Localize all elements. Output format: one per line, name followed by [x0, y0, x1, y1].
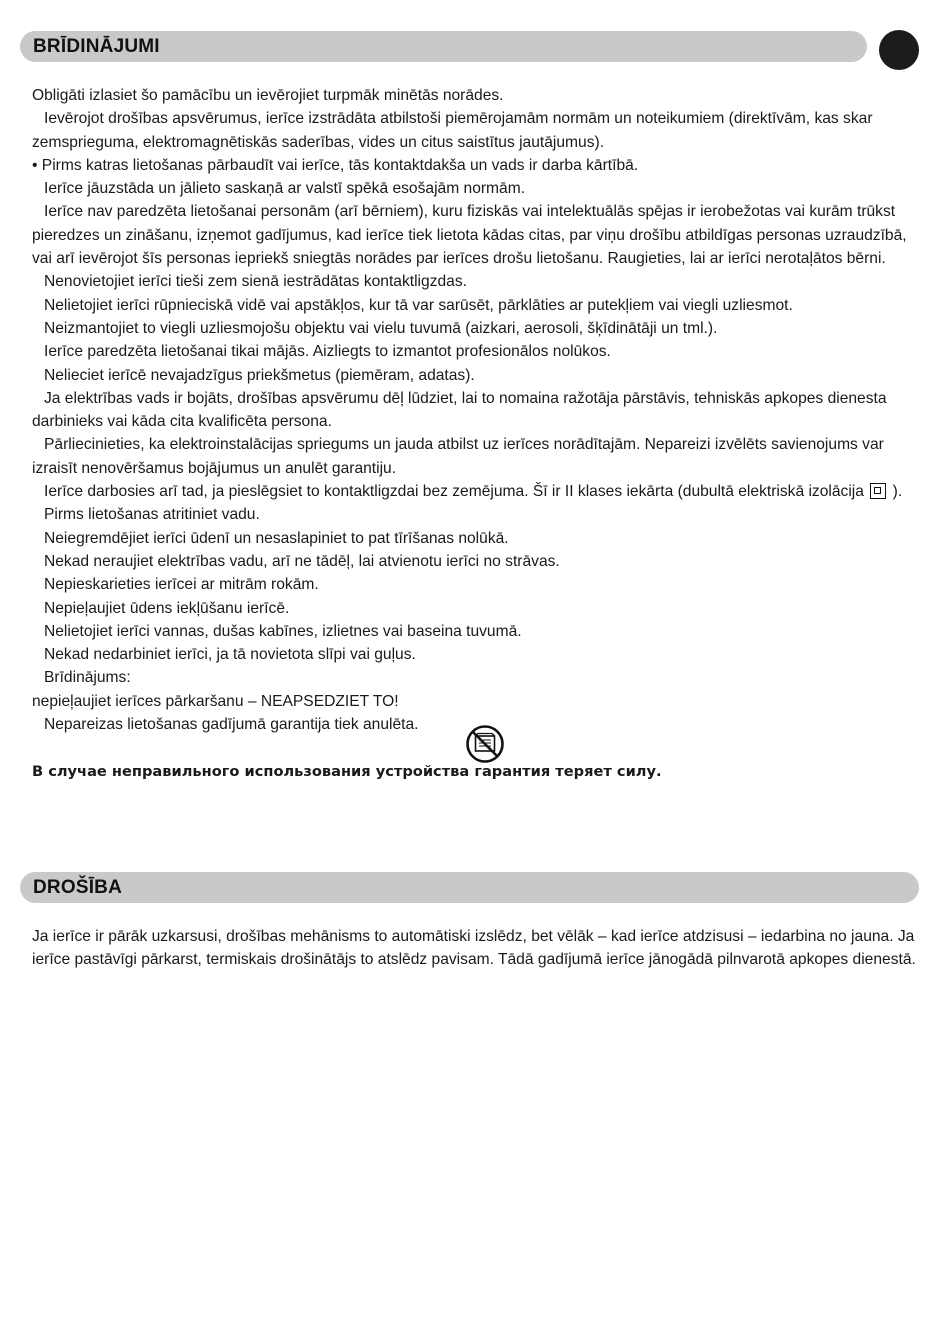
warning-line: Nelietojiet ierīci rūpnieciskā vidē vai apstākļos, kur tā var sarūsēt, pārklāties ar putekļiem vai viegli uzliesmot. [44, 296, 793, 314]
warranty-note-russian: В случае неправильного использования устройства гарантия теряет силу. [32, 762, 662, 780]
warning-line: Ierīce nav paredzēta lietošanai personām (arī bērniem), kuru fiziskās vai intelektuālās spējas ir ierobežotas vai kurām trūkst pieredzes un zināšanu, izņemot gadījumus, kad ierīce tiek lietota kādas citas, par viņu drošību atbildīgas personas uzraudzībā, vai arī ievērojot šīs personas iepriekš sniegtās norādes par ierīces drošu lietošanu. Raugieties, lai ar ierīci nerotaļātos bērni. [32, 203, 907, 268]
warning-line: Nelieciet ierīcē nevajadzīgus priekšmetus (piemēram, adatas). [44, 366, 475, 384]
warning-line: Pārliecinieties, ka elektroinstalācijas spriegums un jauda atbilst uz ierīces norādītajām. Nepareizi izvēlēts savienojums var izraisīt nenovēršamus bojājumus un anulēt garantiju. [32, 436, 884, 477]
warning-line: Nekad nedarbiniet ierīci, ja tā novietota slīpi vai guļus. [44, 646, 416, 664]
warning-label: Brīdinājums: [44, 669, 131, 687]
page-marker-dot [879, 30, 919, 70]
warning-line: Nenovietojiet ierīci tieši zem sienā iestrādātas kontaktligzdas. [44, 273, 467, 291]
safety-title: DROŠĪBA [33, 877, 123, 898]
warnings-body [32, 84, 920, 783]
warning-line: Nelietojiet ierīci vannas, dušas kabīnes, izlietnes vai baseina tuvumā. [44, 622, 522, 640]
warnings-title: BRĪDINĀJUMI [33, 36, 160, 57]
class-ii-text-end: ). [892, 483, 903, 501]
warning-line-class-ii [32, 480, 920, 503]
warning-line: Nepieskarieties ierīcei ar mitrām rokām. [44, 576, 319, 594]
do-not-cover-icon [465, 724, 505, 764]
warning-line: Ievērojot drošības apsvērumus, ierīce izstrādāta atbilstoši piemērojamām normām un noteikumiem (direktīvām, kas skar zemsprieguma, elektromagnētiskās saderības, vides un citus saistītus jautājumus). [32, 110, 873, 151]
warning-line: Neizmantojiet to viegli uzliesmojošu objektu vai vielu tuvumā (aizkari, aerosoli, šķīdinātāji un tml.). [44, 319, 718, 337]
warning-line: Nekad neraujiet elektrības vadu, arī ne tādēļ, lai atvienotu ierīci no strāvas. [44, 552, 560, 570]
warning-line-no-cover: nepieļaujiet ierīces pārkaršanu – NEAPSEDZIET TO! [32, 692, 399, 710]
warning-line: Neiegremdējiet ierīci ūdenī un nesaslapiniet to pat tīrīšanas nolūkā. [44, 529, 509, 547]
warning-line: Pirms lietošanas atritiniet vadu. [44, 506, 260, 524]
safety-body [32, 925, 920, 972]
warning-line: Nepareizas lietošanas gadījumā garantija tiek anulēta. [44, 716, 419, 734]
warning-line: Ja elektrības vads ir bojāts, drošības apsvērumu dēļ lūdziet, lai to nomaina ražotāja pārstāvis, tehniskās apkopes dienesta darbinieks vai kāda cita kvalificēta persona. [32, 389, 887, 431]
warning-line: Obligāti izlasiet šo pamācību un ievērojiet turpmāk minētās norādes. [32, 87, 504, 104]
double-insulation-icon [870, 483, 886, 499]
safety-header [20, 872, 919, 903]
warning-line: Nepieļaujiet ūdens iekļūšanu ierīcē. [44, 599, 290, 617]
warning-bullet: • Pirms katras lietošanas pārbaudīt vai ierīce, tās kontaktdakša un vads ir darba kārtībā. [32, 156, 639, 174]
warning-line: Ierīce paredzēta lietošanai tikai mājās. Aizliegts to izmantot profesionālos nolūkos. [44, 343, 611, 361]
safety-paragraph: Ja ierīce ir pārāk uzkarsusi, drošības mehānisms to automātiski izslēdz, bet vēlāk – kad ierīce atdzisusi – iedarbina no jauna. Ja ierīce pastāvīgi pārkarst, termiskais drošinātājs to atslēdz pavisam. Tādā gadījumā ierīce jānogādā pilnvarotā apkopes dienestā. [32, 928, 916, 969]
warning-line: Ierīce jāuzstāda un jālieto saskaņā ar valstī spēkā esošajām normām. [44, 180, 526, 198]
warnings-header [20, 31, 867, 62]
class-ii-text: Ierīce darbosies arī tad, ja pieslēgsiet to kontaktligzdai bez zemējuma. Šī ir II klases iekārta (dubultā elektriskā izolācija [44, 483, 864, 501]
